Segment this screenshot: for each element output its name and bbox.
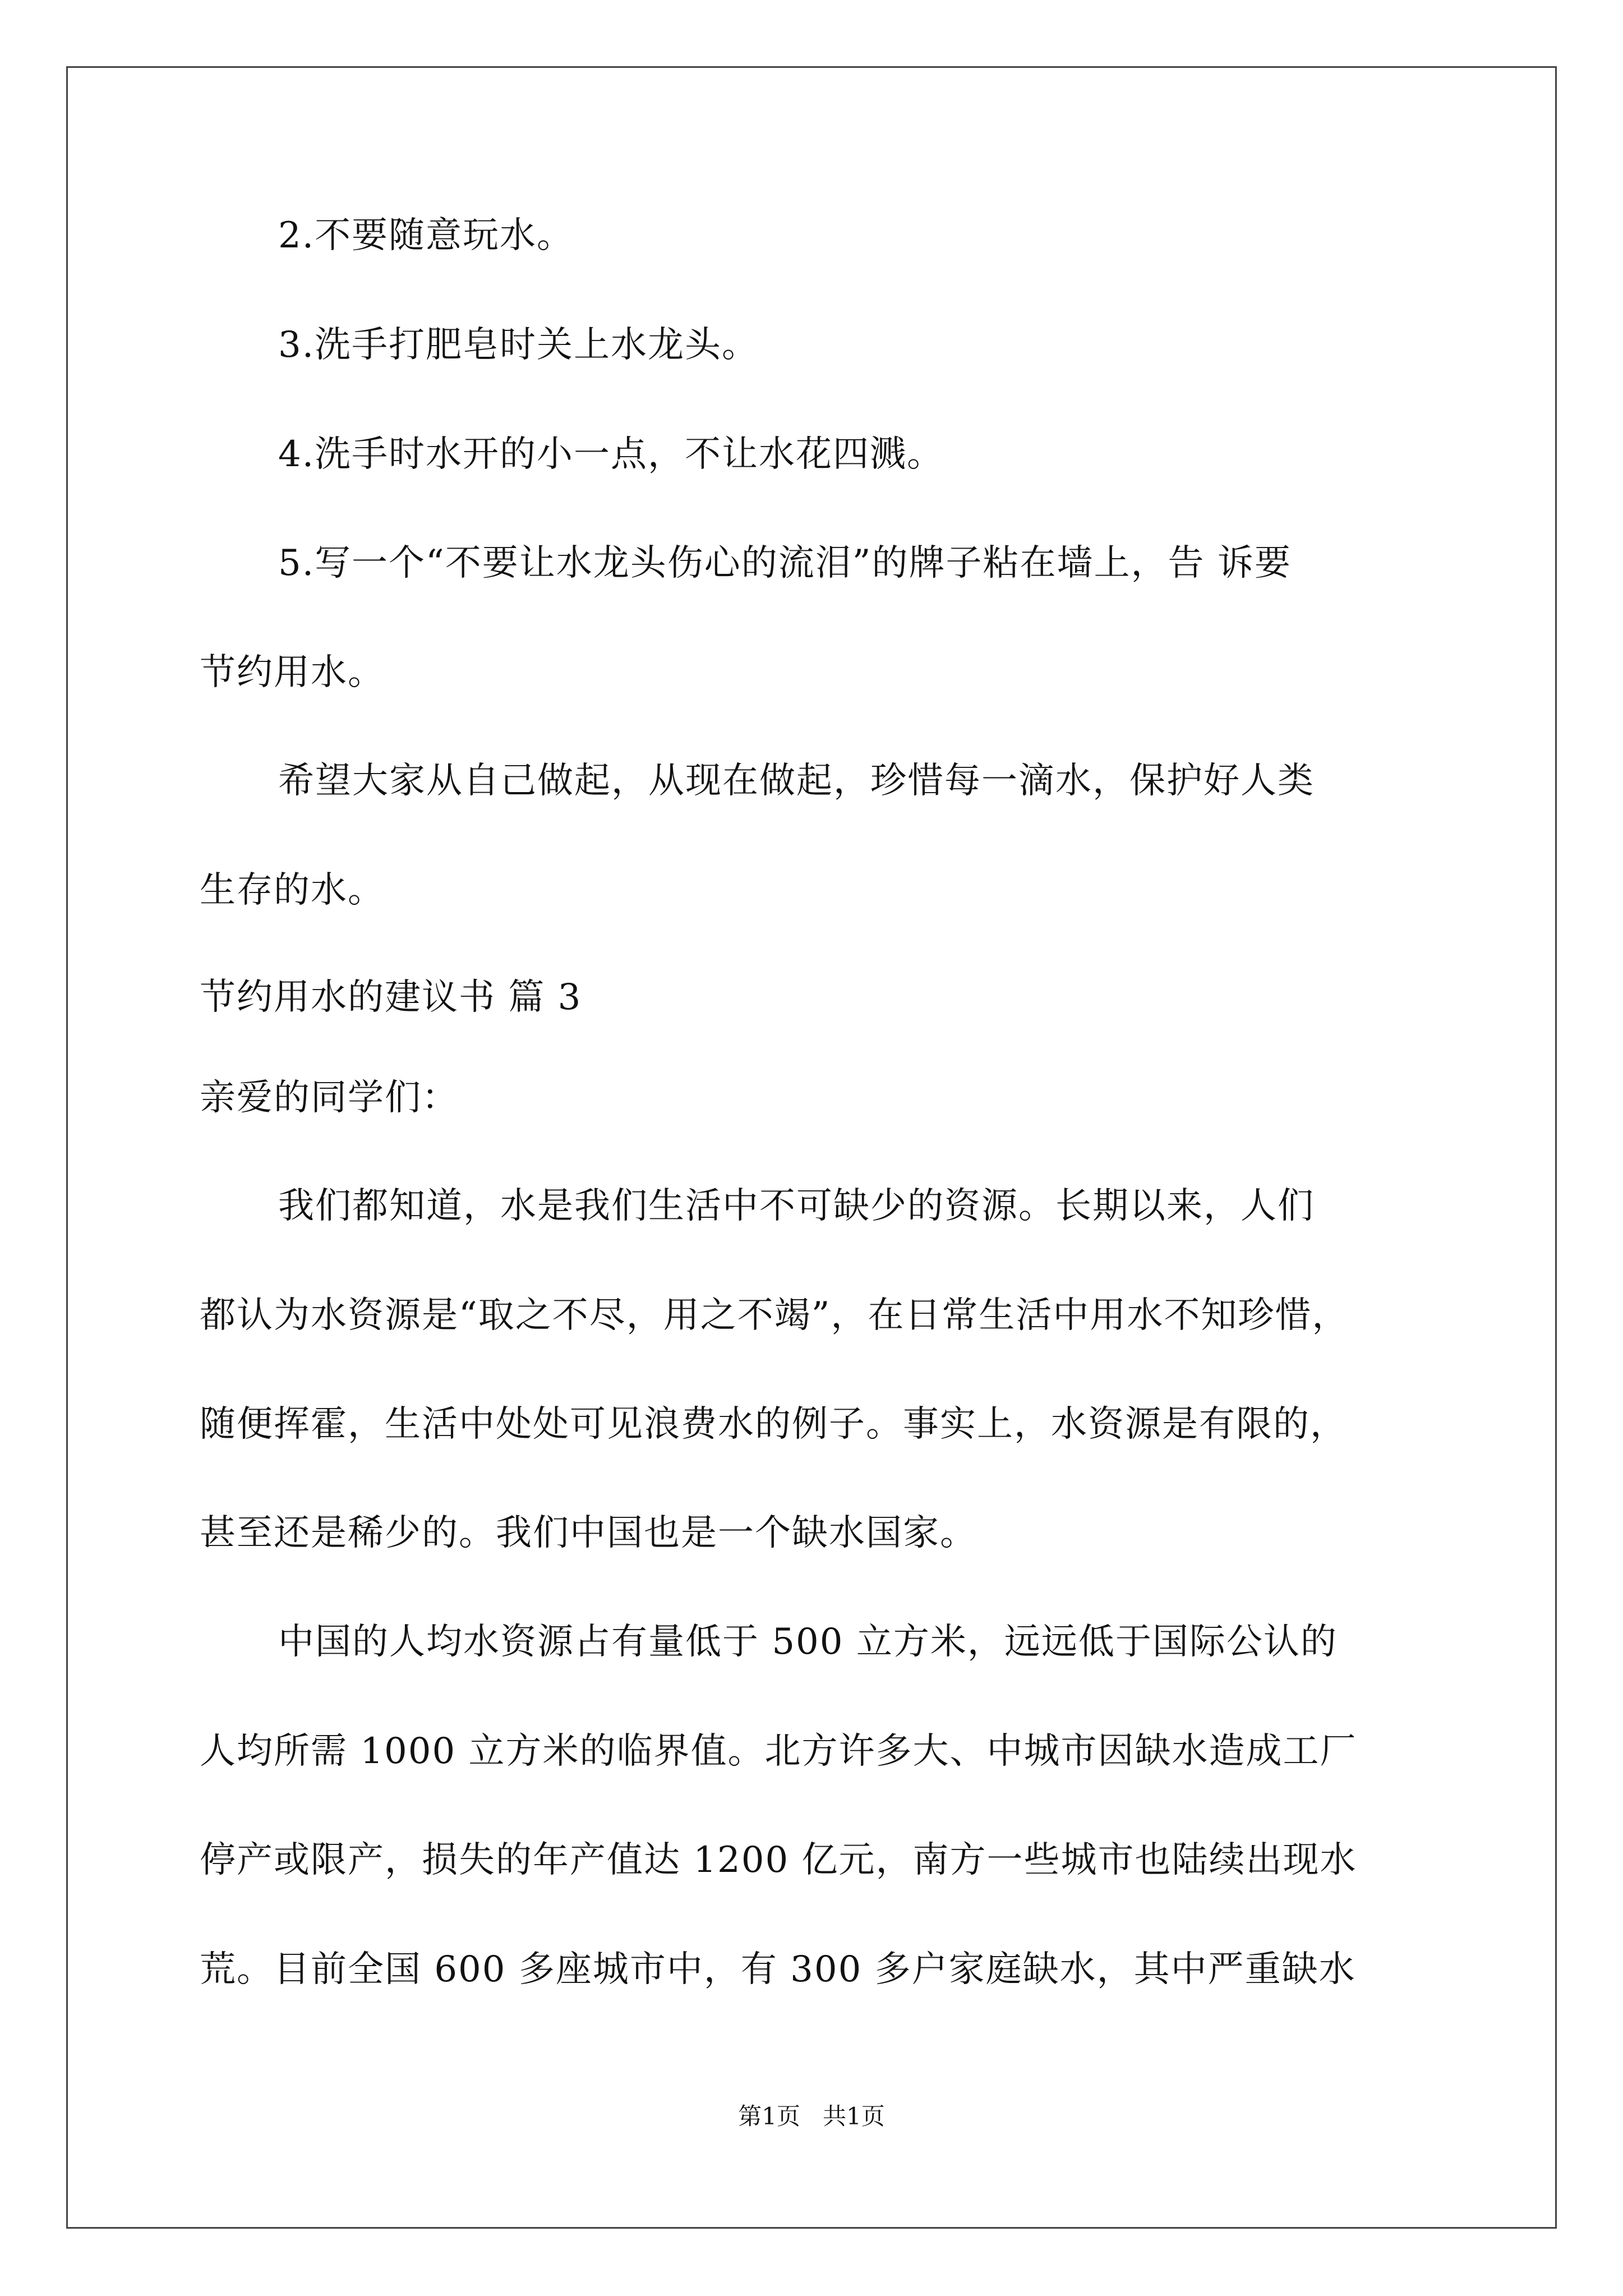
paragraph-1-line-1: 我们都知道，水是我们生活中不可缺少的资源。长期以来，人们 [278, 1185, 1315, 1227]
salutation: 亲爱的同学们： [200, 1077, 459, 1119]
paragraph-2-line-2: 人均所需 1000 立方米的临界值。北方许多大、中城市因缺水造成工厂 [200, 1731, 1357, 1772]
page-number-footer: 第1页 共1页 [738, 2102, 885, 2130]
paragraph-1-line-3: 随便挥霍，生活中处处可见浪费水的例子。事实上，水资源是有限的， [200, 1404, 1347, 1445]
paragraph-hope: 希望大家从自己做起，从现在做起，珍惜每一滴水，保护好人类 [278, 760, 1315, 802]
paragraph-1-line-4: 甚至还是稀少的。我们中国也是一个缺水国家。 [200, 1512, 977, 1554]
list-item-4: 4.洗手时水开的小一点，不让水花四溅。 [278, 434, 944, 475]
paragraph-1-line-2: 都认为水资源是“取之不尽，用之不竭”，在日常生活中用水不知珍惜， [200, 1295, 1349, 1336]
paragraph-2-line-4: 荒。目前全国 600 多座城市中，有 300 多户家庭缺水，其中严重缺水 [200, 1949, 1356, 1990]
list-item-3: 3.洗手打肥皂时关上水龙头。 [278, 324, 759, 366]
list-item-2: 2.不要随意玩水。 [278, 215, 574, 256]
paragraph-2-line-3: 停产或限产，损失的年产值达 1200 亿元，南方一些城市也陆续出现水 [200, 1839, 1357, 1881]
paragraph-2-line-1: 中国的人均水资源占有量低于 500 立方米，远远低于国际公认的 [278, 1621, 1338, 1663]
section-heading: 节约用水的建议书 篇 3 [200, 977, 582, 1018]
list-item-5: 5.写一个“不要让水龙头伤心的流泪”的牌子粘在墙上，告 诉要 [278, 542, 1292, 584]
list-item-5-continued: 节约用水。 [200, 652, 385, 693]
page-border [66, 66, 1557, 2229]
paragraph-hope-continued: 生存的水。 [200, 869, 385, 911]
